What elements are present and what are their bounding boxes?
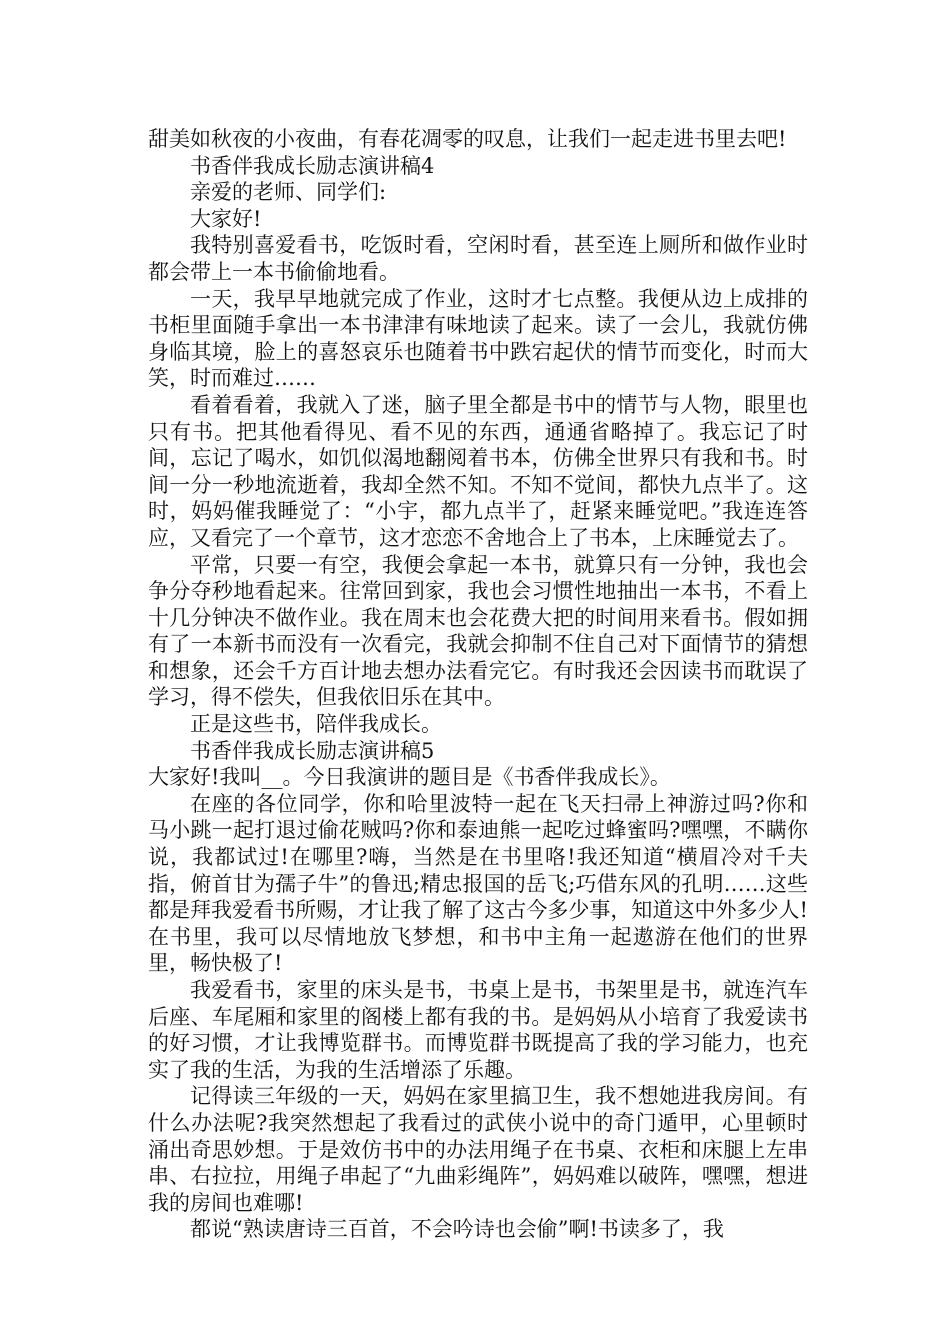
paragraph: 我特别喜爱看书，吃饭时看，空闲时看，甚至连上厕所和做作业时都会带上一本书偷偷地看。	[148, 233, 808, 284]
paragraph: 记得读三年级的一天，妈妈在家里搞卫生，我不想她进我房间。有什么办法呢?我突然想起了我看过的武侠小说中的奇门遁甲，心里顿时涌出奇思妙想。于是效仿书中的办法用绳子在书桌、衣柜和床腿上左串串、右拉拉，用绳子串起了“九曲彩绳阵”，妈妈难以破阵，嘿嘿，想进我的房间也难哪!	[148, 1084, 808, 1215]
paragraph: 大家好!我叫__。今日我演讲的题目是《书香伴我成长》。	[148, 765, 671, 790]
paragraph: 我爱看书，家里的床头是书，书桌上是书，书架里是书，就连汽车后座、车尾厢和家里的阁楼上都有我的书。是妈妈从小培育了我爱读书的好习惯，才让我博览群书。而博览群书既提高了我的学习能力，也充实了我的生活，为我的生活增添了乐趣。	[148, 978, 808, 1082]
document-page	[148, 126, 808, 1243]
paragraph: 看着看着，我就入了迷，脑子里全都是书中的情节与人物，眼里也只有书。把其他看得见、看不见的东西，通通省略掉了。我忘记了时间，忘记了喝水，如饥似渴地翻阅着书本，仿佛全世界只有我和书。时间一分一秒地流逝着，我却全然不知。不知不觉间，都快九点半了。这时，妈妈催我睡觉了：“小宇，都九点半了，赶紧来睡觉吧。”我连连答应，又看完了一个章节，这才恋恋不舍地合上了书本，上床睡觉去了。	[148, 392, 808, 550]
paragraph: 正是这些书，陪伴我成长。	[190, 712, 442, 737]
speech-title-4: 书香伴我成长励志演讲稿4	[190, 153, 435, 178]
speech-title-5: 书香伴我成长励志演讲稿5	[190, 738, 435, 763]
salutation: 亲爱的老师、同学们:	[190, 180, 387, 205]
greeting: 大家好!	[190, 206, 262, 231]
paragraph: 一天，我早早地就完成了作业，这时才七点整。我便从边上成排的书柜里面随手拿出一本书津津有味地读了起来。读了一会儿，我就仿佛身临其境，脸上的喜怒哀乐也随着书中跌宕起伏的情节而变化，时而大笑，时而难过……	[148, 286, 808, 391]
paragraph-continued: 甜美如秋夜的小夜曲，有春花凋零的叹息，让我们一起走进书里去吧!	[148, 127, 787, 151]
paragraph: 平常，只要一有空，我便会拿起一本书，就算只有一分钟，我也会争分夺秒地看起来。往常回到家，我也会习惯性地抽出一本书，不看上十几分钟决不做作业。我在周末也会花费大把的时间用来看书。假如拥有了一本新书而没有一次看完，我就会抑制不住自己对下面情节的猜想和想象，还会千方百计地去想办法看完它。有时我还会因读书而耽误了学习，得不偿失，但我依旧乐在其中。	[148, 552, 808, 710]
paragraph: 都说“熟读唐诗三百首，不会吟诗也会偷”啊!书读多了，我	[190, 1217, 724, 1242]
paragraph: 在座的各位同学，你和哈里波特一起在飞天扫帚上神游过吗?你和马小跳一起打退过偷花贼吗?你和泰迪熊一起吃过蜂蜜吗?嘿嘿，不瞒你说，我都试过!在哪里?嗨，当然是在书里咯!我还知道“横眉冷对千夫指，俯首甘为孺子牛”的鲁迅;精忠报国的岳飞;巧借东风的孔明……这些都是拜我爱看书所赐，才让我了解了这古今多少事，知道这中外多少人!在书里，我可以尽情地放飞梦想，和书中主角一起遨游在他们的世界里，畅快极了!	[148, 791, 808, 976]
